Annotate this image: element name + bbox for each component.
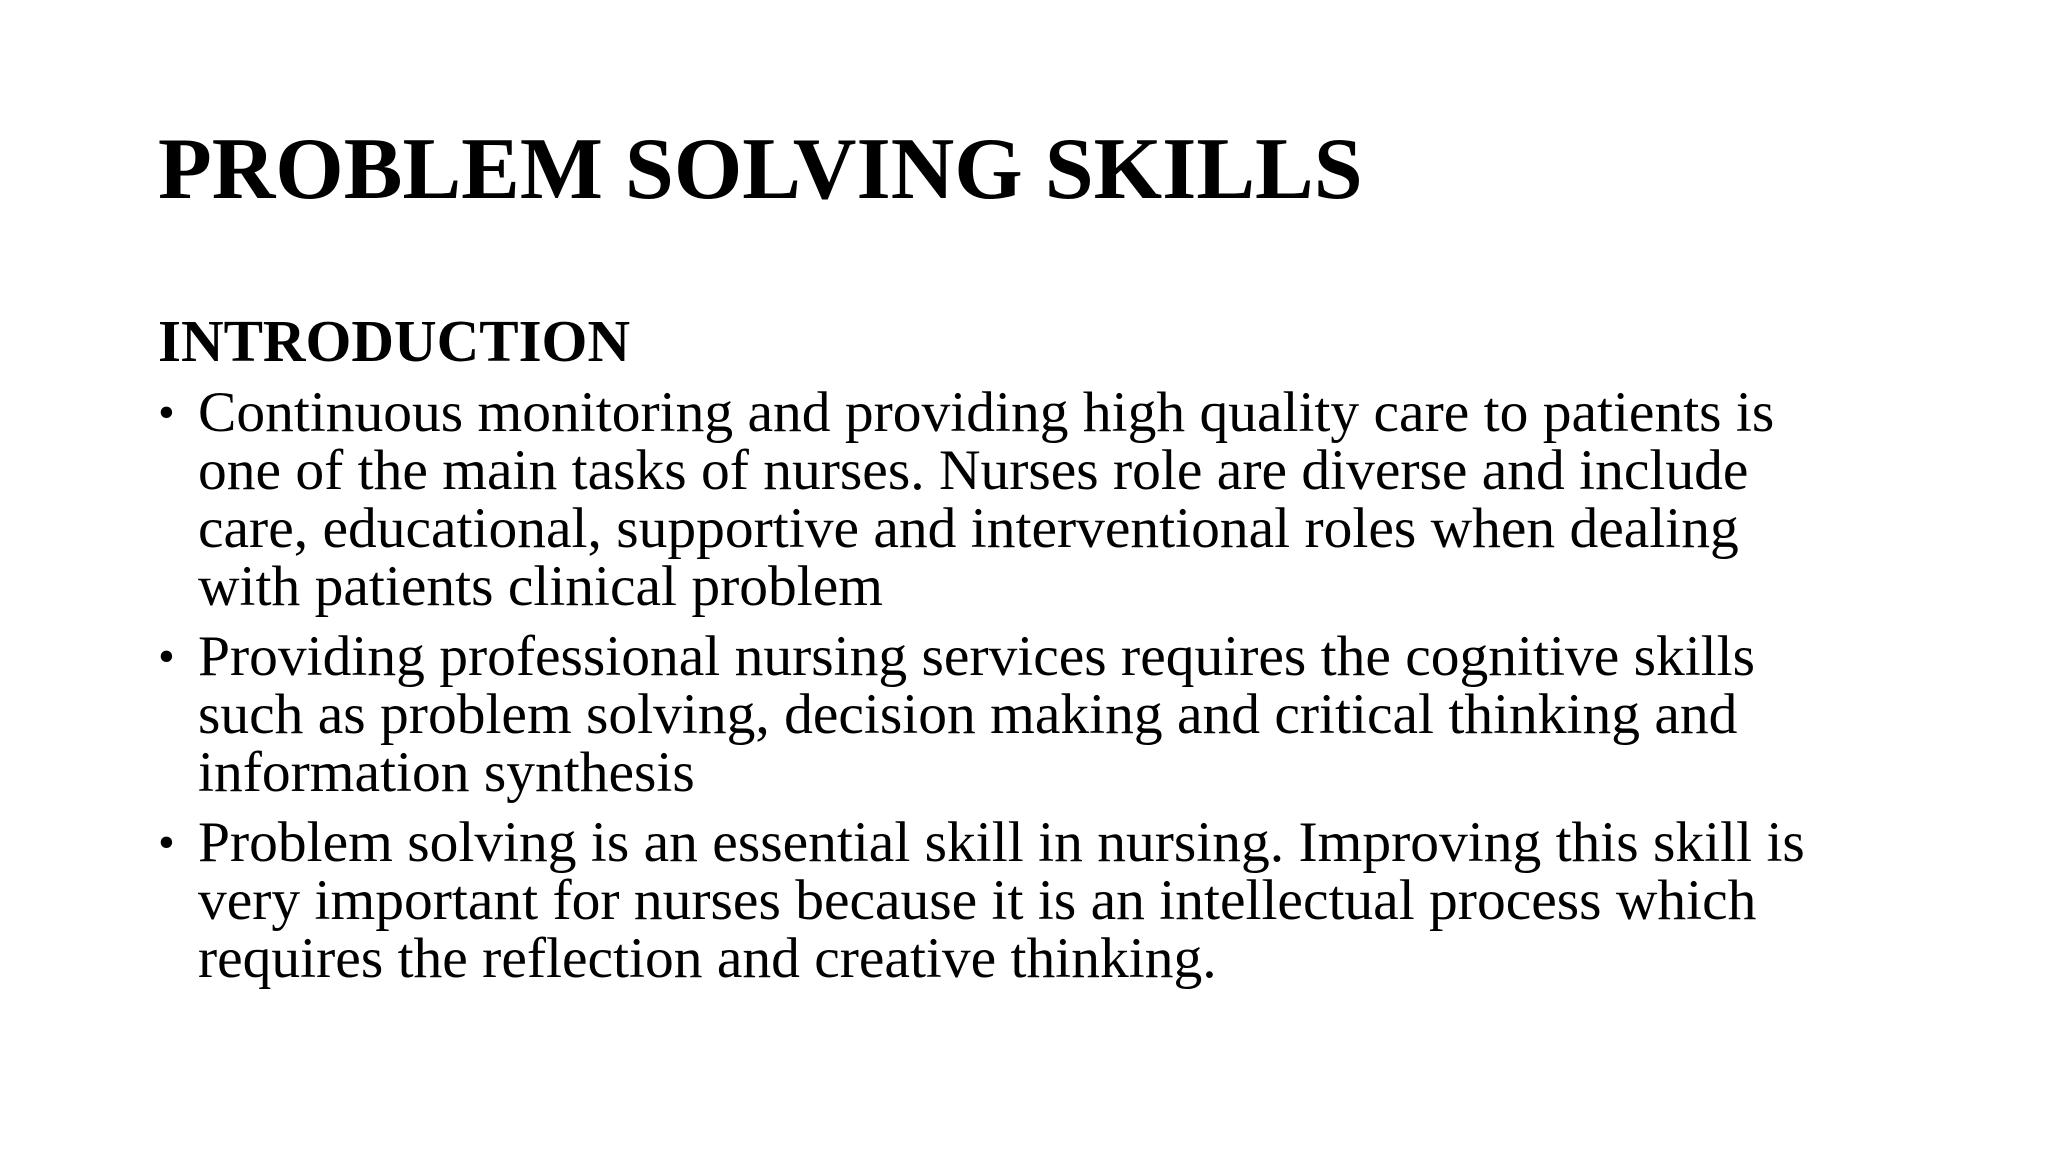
bullet-text-line: one of the main tasks of nurses. Nurses role are diverse and include bbox=[198, 439, 1749, 502]
bullet-icon: • bbox=[158, 386, 175, 439]
bullet-text-line: information synthesis bbox=[198, 741, 695, 804]
bullet-item bbox=[158, 625, 1998, 804]
bullet-text-line: such as problem solving, decision making and critical thinking and bbox=[198, 683, 1738, 746]
bullet-text-line: Providing professional nursing services requires the cognitive skills bbox=[198, 625, 1756, 688]
bullet-icon: • bbox=[158, 630, 175, 683]
bullet-item bbox=[158, 811, 1998, 990]
section-heading: INTRODUCTION bbox=[158, 308, 631, 374]
slide-body bbox=[158, 310, 1998, 1000]
bullet-text-line: requires the reflection and creative thinking. bbox=[198, 927, 1217, 990]
bullet-text-line: Problem solving is an essential skill in nursing. Improving this skill is bbox=[198, 811, 1805, 874]
bullet-text-line: care, educational, supportive and interventional roles when dealing bbox=[198, 497, 1739, 560]
bullet-icon: • bbox=[158, 816, 175, 869]
bullet-text-line: Continuous monitoring and providing high quality care to patients is bbox=[198, 381, 1775, 444]
bullet-text-line: very important for nurses because it is an intellectual process which bbox=[198, 869, 1757, 932]
bullet-item bbox=[158, 381, 1998, 618]
bullet-list bbox=[158, 381, 1998, 990]
slide-title: PROBLEM SOLVING SKILLS bbox=[158, 121, 1363, 218]
bullet-text-line: with patients clinical problem bbox=[198, 555, 884, 618]
